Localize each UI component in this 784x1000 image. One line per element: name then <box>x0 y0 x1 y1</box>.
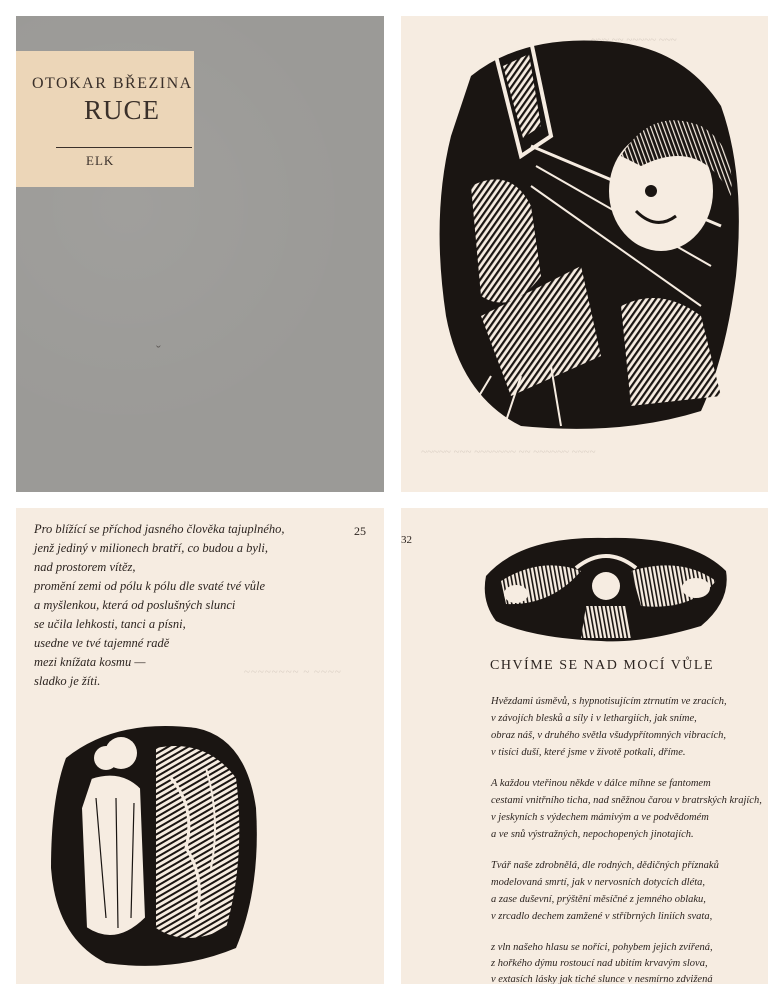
section-heading: CHVÍME SE NAD MOCÍ VŮLE <box>490 658 715 673</box>
poem-line: mezi knížata kosmu — <box>34 655 146 669</box>
text-line: obraz náš, v druhého světla všudypřítomných vibracích, <box>491 730 727 741</box>
text-line: a zase duševní, prýštění měsíčné z jemného oblaku, <box>491 894 706 905</box>
book-cover <box>16 16 384 492</box>
poem-line: sladko je žíti. <box>34 674 101 688</box>
text-line: v závojích blesků a síly i v lethargiích, jak snímе, <box>491 713 697 724</box>
poem-page <box>16 508 384 984</box>
woodcut-head-banner-illustration <box>481 526 731 644</box>
text-line: Hvězdami úsměvů, s hypnotisujícím ztrnutím ve zracích, <box>491 696 727 707</box>
poem-line: Pro blížící se příchod jasného člověka tajuplného, <box>34 522 285 536</box>
text-line: a ve snů výstražných, nepochopených jinotajích. <box>491 829 694 840</box>
cover-title: RUCE <box>84 95 161 125</box>
woodcut-figure-illustration <box>46 718 266 973</box>
text-line: z hořkého dýmu rostoucí nad ubitím krvavým slova, <box>491 958 708 969</box>
text-line: A každou vteřinou někde v dálce míhne se fantomem <box>491 778 711 789</box>
cover-author: OTOKAR BŘEZINA <box>32 75 193 92</box>
text-page <box>401 508 768 984</box>
page-number: 25 <box>354 524 366 538</box>
text-line: v extasích lásky jak tiché slunce v nesmírno zdvižená <box>491 974 713 984</box>
text-line: z vln našeho hlasu se noříci, pohybem jejich zvířená, <box>491 942 713 953</box>
bleed-through-text: ~~~~~ ~~~ ~~~~~~~ ~~ ~~~~~~ ~~~~ <box>421 446 596 458</box>
text-line: v tisíci duší, které jsme v životě potkali, dříme. <box>491 747 686 758</box>
text-line: cestami vnitřního ticha, nad sněžnou čarou v bratrských krajích, <box>491 795 762 806</box>
page-number: 32 <box>401 534 412 546</box>
label-rule <box>56 147 192 148</box>
bleed-through-text: ~~~~~~~~ ~ ~~~~ <box>244 666 342 678</box>
bleed-through-text: ~~~ ~~ ~~~~~ ~~~ <box>591 34 677 46</box>
text-line: Tvář naše zdrobnělá, dle rodných, dědičných příznaků <box>491 860 719 871</box>
poem-line: jenž jediný v milionech bratří, co budou a byli, <box>34 541 268 555</box>
woodcut-hands-prism-illustration <box>401 16 768 492</box>
poem-line: se učila lehkosti, tanci a písni, <box>34 617 186 631</box>
cover-mark: ˇ <box>156 344 161 359</box>
poem-line: usedne ve tvé tajemné radě <box>34 636 170 650</box>
illustration-page <box>401 16 768 492</box>
text-line: v jeskyních s výdechem mámivým a ve podvědomém <box>491 812 709 823</box>
poem-line: nad prostorem vítěz, <box>34 560 136 574</box>
poem-line: a myšlenkou, která od poslušných slunci <box>34 598 236 612</box>
cover-publisher: ELK <box>86 153 115 168</box>
poem-line: promění zemi od pólu k pólu dle svaté tvé vůle <box>34 579 266 593</box>
text-line: modelovaná smrtí, jak v nervosních dotycích dléta, <box>491 877 706 888</box>
cover-label <box>16 51 194 187</box>
text-line: v zrcadlo dechem zamžené v stříbrných liniích svata, <box>491 911 713 922</box>
